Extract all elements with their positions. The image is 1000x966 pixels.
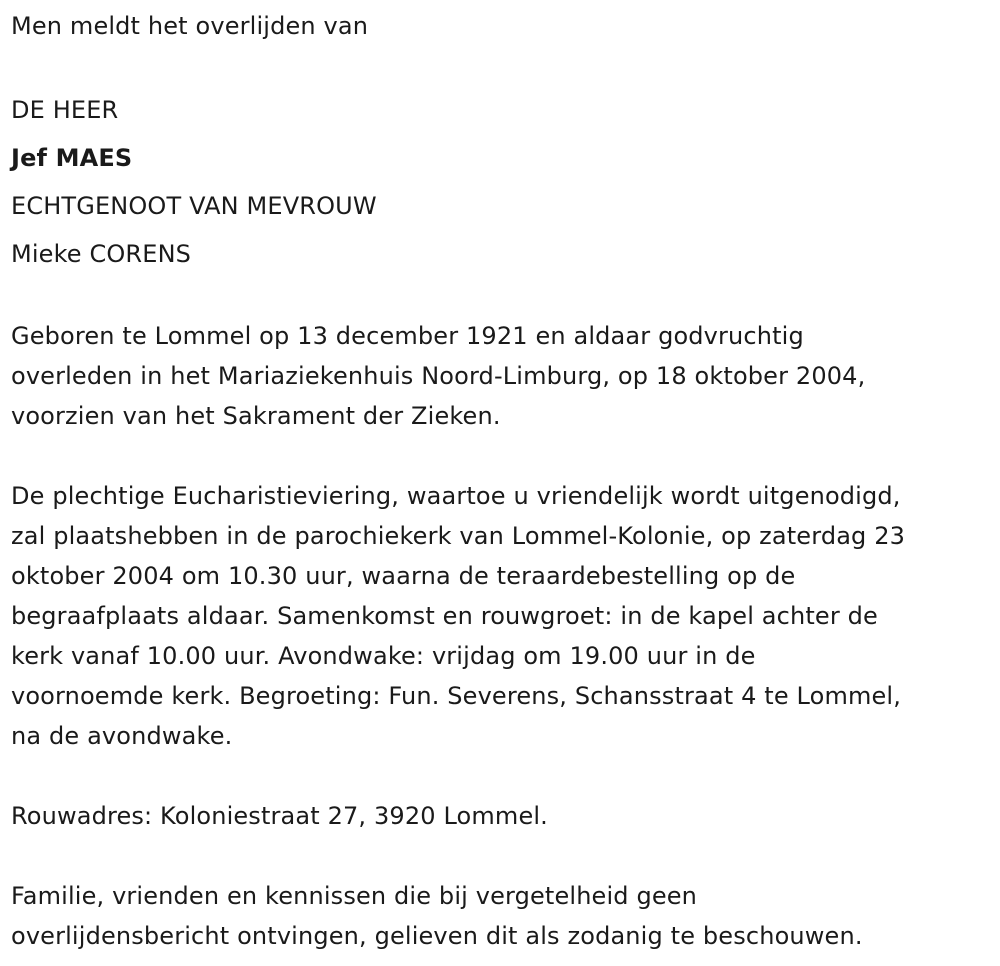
- paragraph-line: voornoemde kerk. Begroeting: Fun. Severens, Schansstraat 4 te Lommel,: [11, 682, 902, 710]
- spacer: [11, 278, 996, 316]
- mourning-address: Rouwadres: Koloniestraat 27, 3920 Lommel.: [11, 802, 548, 830]
- paragraph-line: Familie, vrienden en kennissen die bij vergetelheid geen: [11, 882, 698, 910]
- paragraph-line: Geboren te Lommel op 13 december 1921 en aldaar godvruchtig: [11, 322, 804, 350]
- spacer: [11, 46, 996, 86]
- paragraph-line: na de avondwake.: [11, 722, 233, 750]
- birth-death-paragraph: [11, 316, 996, 436]
- address-paragraph: [11, 796, 996, 836]
- spacer: [11, 756, 996, 796]
- paragraph-line: oktober 2004 om 10.30 uur, waarna de teraardebestelling op de: [11, 562, 796, 590]
- intro-text: Men meldt het overlijden van: [11, 12, 369, 40]
- relation-text: ECHTGENOOT VAN MEVROUW: [11, 192, 377, 220]
- paragraph-line: overlijdensbericht ontvingen, gelieven dit als zodanig te beschouwen.: [11, 922, 863, 950]
- deceased-title: DE HEER: [11, 96, 119, 124]
- paragraph-line: overleden in het Mariaziekenhuis Noord-Limburg, op 18 oktober 2004,: [11, 362, 866, 390]
- obituary-document: [11, 0, 996, 956]
- paragraph-line: voorzien van het Sakrament der Zieken.: [11, 402, 501, 430]
- spacer: [11, 836, 996, 876]
- paragraph-line: zal plaatshebben in de parochiekerk van Lommel-Kolonie, op zaterdag 23: [11, 522, 906, 550]
- notice-paragraph: [11, 876, 996, 956]
- ceremony-paragraph: [11, 476, 996, 756]
- paragraph-line: kerk vanaf 10.00 uur. Avondwake: vrijdag om 19.00 uur in de: [11, 642, 756, 670]
- deceased-name: Jef MAES: [11, 144, 133, 172]
- paragraph-line: begraafplaats aldaar. Samenkomst en rouwgroet: in de kapel achter de: [11, 602, 878, 630]
- spacer: [11, 436, 996, 476]
- spouse-name: Mieke CORENS: [11, 240, 192, 268]
- paragraph-line: De plechtige Eucharistieviering, waartoe u vriendelijk wordt uitgenodigd,: [11, 482, 901, 510]
- deceased-block: [11, 86, 996, 278]
